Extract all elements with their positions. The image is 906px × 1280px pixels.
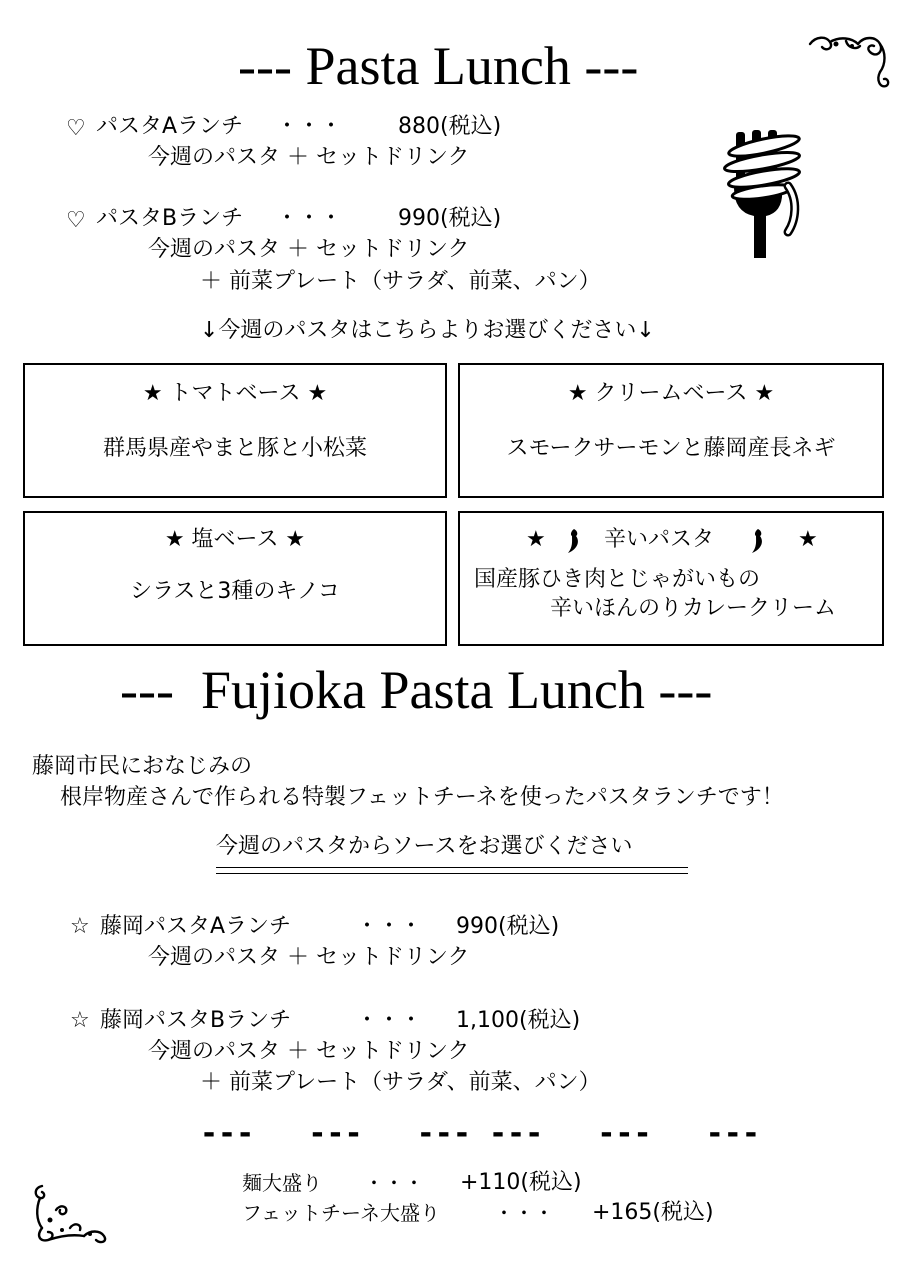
- page-title-fujioka-pasta-lunch: --- Fujioka Pasta Lunch ---: [120, 660, 713, 720]
- lunch-b-dots: ・・・: [276, 206, 343, 231]
- lunch-b-name: パスタBランチ: [96, 206, 244, 231]
- lunch-b-heart-icon: ♡: [66, 208, 86, 233]
- pasta-option-box-tomato: [23, 363, 447, 498]
- fujioka-lunch-b-extra: ＋ 前菜プレート（サラダ、前菜、パン）: [200, 1070, 601, 1095]
- lunch-a-heart-icon: ♡: [66, 116, 86, 141]
- fujioka-lunch-a-desc: 今週のパスタ ＋ セットドリンク: [148, 945, 470, 970]
- chili-pepper-icon: [748, 527, 768, 555]
- choose-sauce-heading: 今週のパスタからソースをお選びください: [216, 834, 633, 859]
- option-large-fettuccine-price: +165(税込): [592, 1200, 714, 1225]
- option-large-noodles-price: +110(税込): [460, 1170, 582, 1195]
- star-icon: ★: [798, 527, 818, 552]
- pasta-option-body: シラスと3種のキノコ: [130, 579, 340, 604]
- lunch-b-price: 990(税込): [398, 206, 502, 231]
- lunch-a-price: 880(税込): [398, 114, 502, 139]
- option-large-fettuccine-dots: ・・・: [494, 1201, 554, 1225]
- fujioka-lunch-a-name: 藤岡パスタAランチ: [100, 914, 292, 939]
- option-large-noodles-name: 麺大盛り: [242, 1171, 322, 1195]
- fujioka-lunch-a-dots: ・・・: [356, 914, 423, 939]
- option-large-fettuccine-name: フェットチーネ大盛り: [242, 1201, 440, 1225]
- fujioka-lunch-b-desc: 今週のパスタ ＋ セットドリンク: [148, 1039, 470, 1064]
- pasta-option-body: 群馬県産やまと豚と小松菜: [102, 436, 367, 461]
- pasta-option-box-cream: [458, 363, 884, 498]
- fujioka-lunch-b-dots: ・・・: [356, 1008, 423, 1033]
- choose-pasta-note: ↓今週のパスタはこちらよりお選びください↓: [200, 318, 655, 343]
- page-title-pasta-lunch: --- Pasta Lunch ---: [238, 36, 639, 96]
- pasta-option-body-line1: 国産豚ひき肉とじゃがいもの: [474, 567, 761, 592]
- fujioka-intro-line1: 藤岡市民におなじみの: [32, 754, 253, 779]
- lunch-a-name: パスタAランチ: [96, 114, 244, 139]
- lunch-b-extra: ＋ 前菜プレート（サラダ、前菜、パン）: [200, 269, 601, 294]
- fujioka-lunch-b-star-icon: ☆: [70, 1008, 90, 1033]
- dash-divider: --- --- --- --- --- ---: [200, 1116, 760, 1151]
- pasta-option-header: ★ クリームベース ★: [567, 381, 775, 406]
- fujioka-lunch-a-star-icon: ☆: [70, 914, 90, 939]
- fujioka-lunch-a-price: 990(税込): [456, 914, 560, 939]
- pasta-option-header: ★ トマトベース ★: [142, 381, 328, 406]
- pasta-option-body-line2: 辛いほんのりカレークリーム: [550, 596, 837, 621]
- chili-pepper-icon: [564, 527, 584, 555]
- flourish-ornament-bottom-left: [30, 1180, 116, 1244]
- star-icon: ★: [526, 527, 546, 552]
- flourish-ornament-top-right: [806, 32, 890, 94]
- lunch-a-desc: 今週のパスタ ＋ セットドリンク: [148, 145, 470, 170]
- spicy-pasta-header-text: 辛いパスタ: [604, 527, 715, 552]
- option-large-noodles-dots: ・・・: [364, 1171, 424, 1195]
- fujioka-lunch-b-price: 1,100(税込): [456, 1008, 581, 1033]
- pasta-option-box-spicy: [458, 511, 884, 646]
- pasta-option-body: スモークサーモンと藤岡産長ネギ: [506, 436, 836, 461]
- fujioka-intro-line2: 根岸物産さんで作られる特製フェットチーネを使ったパスタランチです！: [60, 785, 784, 810]
- heading-underline: [216, 873, 688, 874]
- lunch-b-desc: 今週のパスタ ＋ セットドリンク: [148, 237, 470, 262]
- pasta-option-header: ★ 塩ベース ★: [164, 527, 306, 552]
- fujioka-lunch-b-name: 藤岡パスタBランチ: [100, 1008, 292, 1033]
- fork-with-pasta-icon: [722, 128, 804, 260]
- pasta-option-box-salt: [23, 511, 447, 646]
- heading-underline: [216, 867, 688, 868]
- lunch-a-dots: ・・・: [276, 114, 343, 139]
